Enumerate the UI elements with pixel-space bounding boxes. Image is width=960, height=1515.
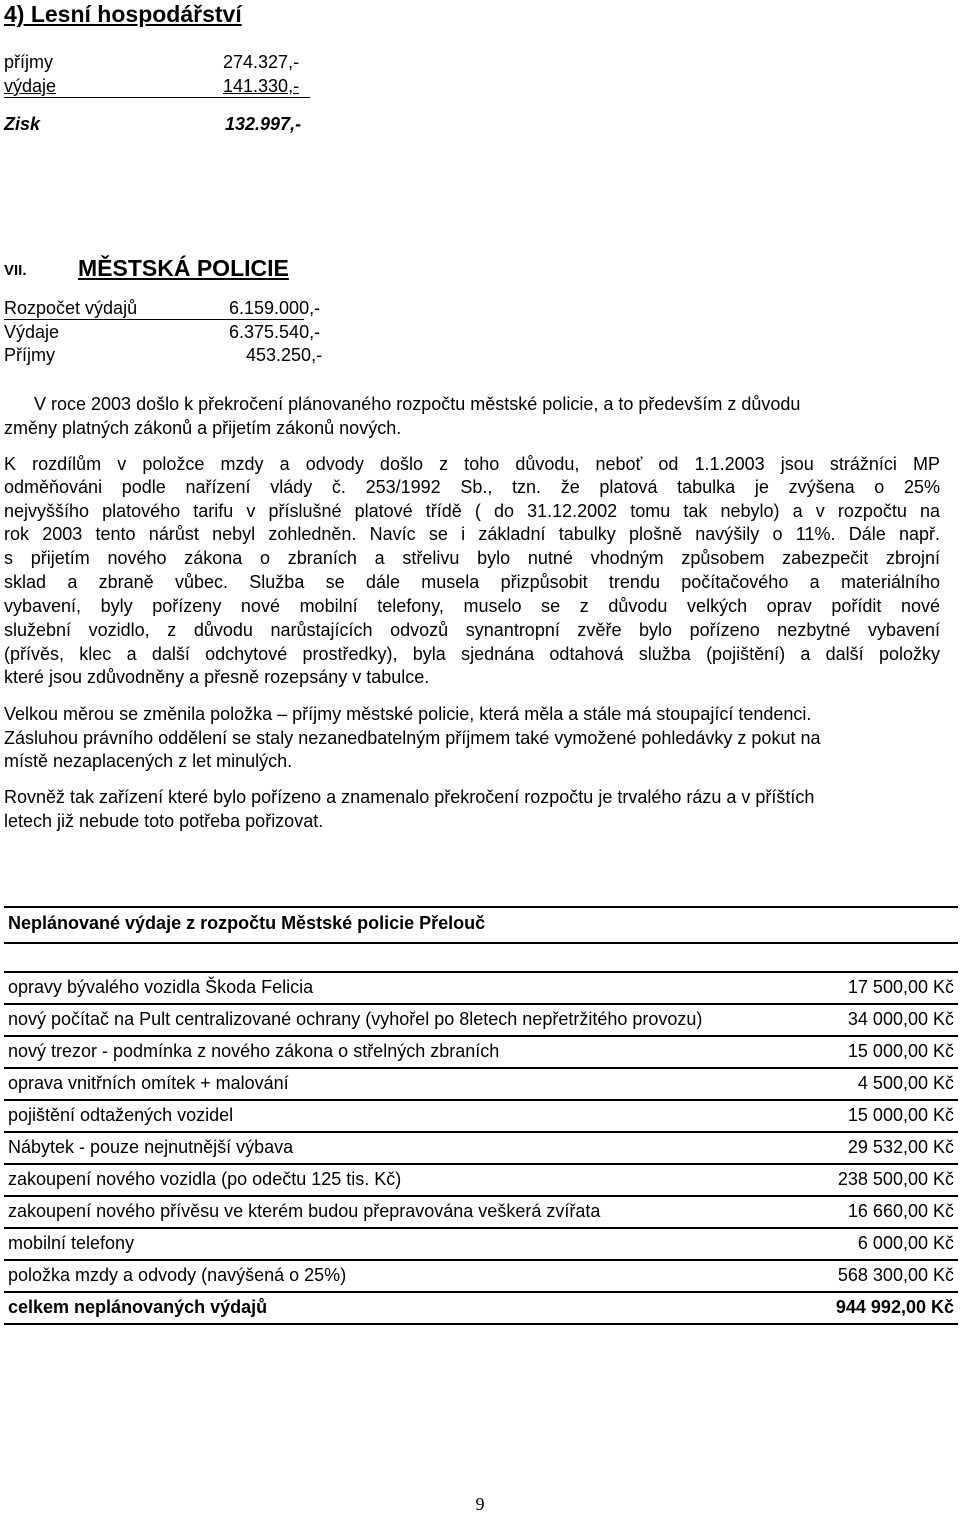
forestry-profit-label: Zisk — [4, 114, 41, 134]
paragraph-line: K rozdílům v položce mzdy a odvody došlo z toho důvodu, neboť od 1.1.2003 jsou strážníci MP — [4, 454, 940, 474]
paragraph-line: nejvyššího platového tarifu v příslušné platové třídě ( do 31.12.2002 tomu tak nebylo) a v rozpočtu na — [4, 501, 940, 521]
table-total-row — [4, 1291, 958, 1325]
table-row — [4, 1259, 958, 1291]
paragraph-line: Zásluhou právního oddělení se staly nezanedbatelným příjmem také vymožené pohledávky z pokut na — [4, 728, 821, 748]
row-amount: 4 500,00 Kč — [857, 1073, 954, 1093]
police-budget-value: 6.159.000,- — [229, 298, 321, 318]
forestry-income-label: příjmy — [4, 52, 53, 72]
row-amount: 6 000,00 Kč — [857, 1233, 954, 1253]
police-income-label: Příjmy — [4, 345, 55, 365]
table-title: Neplánované výdaje z rozpočtu Městské policie Přelouč — [8, 913, 486, 933]
forestry-income-row — [4, 52, 310, 76]
table-row — [4, 1003, 958, 1035]
table-row — [4, 971, 958, 1003]
row-label: položka mzdy a odvody (navýšená o 25%) — [8, 1265, 347, 1285]
section-number: VII. — [4, 262, 27, 279]
table-row — [4, 1035, 958, 1067]
table-row — [4, 1131, 958, 1163]
forestry-divider — [4, 97, 310, 98]
total-label: celkem neplánovaných výdajů — [8, 1297, 268, 1317]
row-label: zakoupení nového vozidla (po odečtu 125 tis. Kč) — [8, 1169, 402, 1189]
row-label: mobilní telefony — [8, 1233, 135, 1253]
row-amount: 16 660,00 Kč — [847, 1201, 954, 1221]
row-amount: 17 500,00 Kč — [847, 977, 954, 997]
forestry-profit-value: 132.997,- — [225, 114, 302, 134]
row-label: oprava vnitřních omítek + malování — [8, 1073, 289, 1093]
table-title-box — [4, 906, 958, 944]
forestry-expense-row — [4, 76, 310, 100]
unplanned-expenses-table — [4, 971, 958, 1325]
row-amount: 15 000,00 Kč — [847, 1041, 954, 1061]
row-label: zakoupení nového přívěsu ve kterém budou přepravována veškerá zvířata — [8, 1201, 601, 1221]
row-label: opravy bývalého vozidla Škoda Felicia — [8, 977, 314, 997]
section-heading-forestry: 4) Lesní hospodářství — [4, 1, 242, 27]
forestry-income-value: 274.327,- — [223, 52, 300, 72]
paragraph-line: změny platných zákonů a přijetím zákonů nových. — [4, 418, 402, 438]
table-row — [4, 1067, 958, 1099]
paragraph-line: sklad a zbraně vůbec. Služba se dále musela přizpůsobit trendu počítačového a materiálního — [4, 572, 940, 592]
table-row — [4, 1227, 958, 1259]
row-label: nový počítač na Pult centralizované ochrany (vyhořel po 8letech nepřetržitého provozu) — [8, 1009, 703, 1029]
paragraph-line: rok 2003 tento nárůst nebyl zohledněn. Navíc se i základní tabulky plošně navýšily o 11%. Dále např. — [4, 524, 940, 544]
total-amount: 944 992,00 Kč — [835, 1297, 954, 1317]
paragraph-line: Rovněž tak zařízení které bylo pořízeno a znamenalo překročení rozpočtu je trvalého rázu a v příštích — [4, 787, 815, 807]
row-amount: 238 500,00 Kč — [837, 1169, 954, 1189]
police-budget-label: Rozpočet výdajů — [4, 298, 138, 318]
forestry-expense-label: výdaje — [4, 76, 57, 96]
paragraph-line: V roce 2003 došlo k překročení plánovaného rozpočtu městské policie, a to především z důvodu — [34, 394, 801, 414]
table-row — [4, 1195, 958, 1227]
paragraph-line: které jsou zdůvodněny a přesně rozepsány v tabulce. — [4, 667, 430, 687]
row-amount: 29 532,00 Kč — [847, 1137, 954, 1157]
police-budget-row — [4, 298, 321, 322]
row-label: nový trezor - podmínka z nového zákona o střelných zbraních — [8, 1041, 500, 1061]
police-expense-value: 6.375.540,- — [229, 322, 321, 342]
row-amount: 34 000,00 Kč — [847, 1009, 954, 1029]
row-label: Nábytek - pouze nejnutnější výbava — [8, 1137, 294, 1157]
forestry-expense-value: 141.330,- — [223, 76, 300, 96]
row-label: pojištění odtažených vozidel — [8, 1105, 234, 1125]
police-expense-label: Výdaje — [4, 322, 60, 342]
row-amount: 568 300,00 Kč — [837, 1265, 954, 1285]
section-heading-police: MĚSTSKÁ POLICIE — [78, 255, 289, 281]
paragraph-line: letech již nebude toto potřeba pořizovat. — [4, 811, 324, 831]
paragraph-line: Velkou měrou se změnila položka – příjmy městské policie, která měla a stále má stoupající tendenci. — [4, 704, 812, 724]
paragraph-line: (přívěs, klec a další odchytové prostředky), byla sjednána odtahová služba (pojištění) a další položky — [4, 644, 940, 664]
paragraph-line: služební vozidlo, z důvodu narůstajících odvozů synantropní zvěře bylo pořízeno nezbytné vybavení — [4, 620, 940, 640]
paragraph-line: s přijetím nového zákona o zbraních a střelivu bylo nutné vhodným způsobem zabezpečit zbrojní — [4, 548, 940, 568]
table-row — [4, 1099, 958, 1131]
table-row — [4, 1163, 958, 1195]
paragraph-line: vybavení, byly pořízeny nové mobilní telefony, muselo se z důvodu velkých oprav pořídit nové — [4, 596, 940, 616]
paragraph-line: místě nezaplacených z let minulých. — [4, 751, 293, 771]
page-number: 9 — [475, 1494, 485, 1514]
police-budget-underline — [4, 319, 304, 320]
paragraph-line: odměňováni podle nařízení vlády č. 253/1992 Sb., tzn. že platová tabulka je zvýšena o 25% — [4, 477, 940, 497]
row-amount: 15 000,00 Kč — [847, 1105, 954, 1125]
police-income-value: 453.250,- — [246, 345, 323, 365]
